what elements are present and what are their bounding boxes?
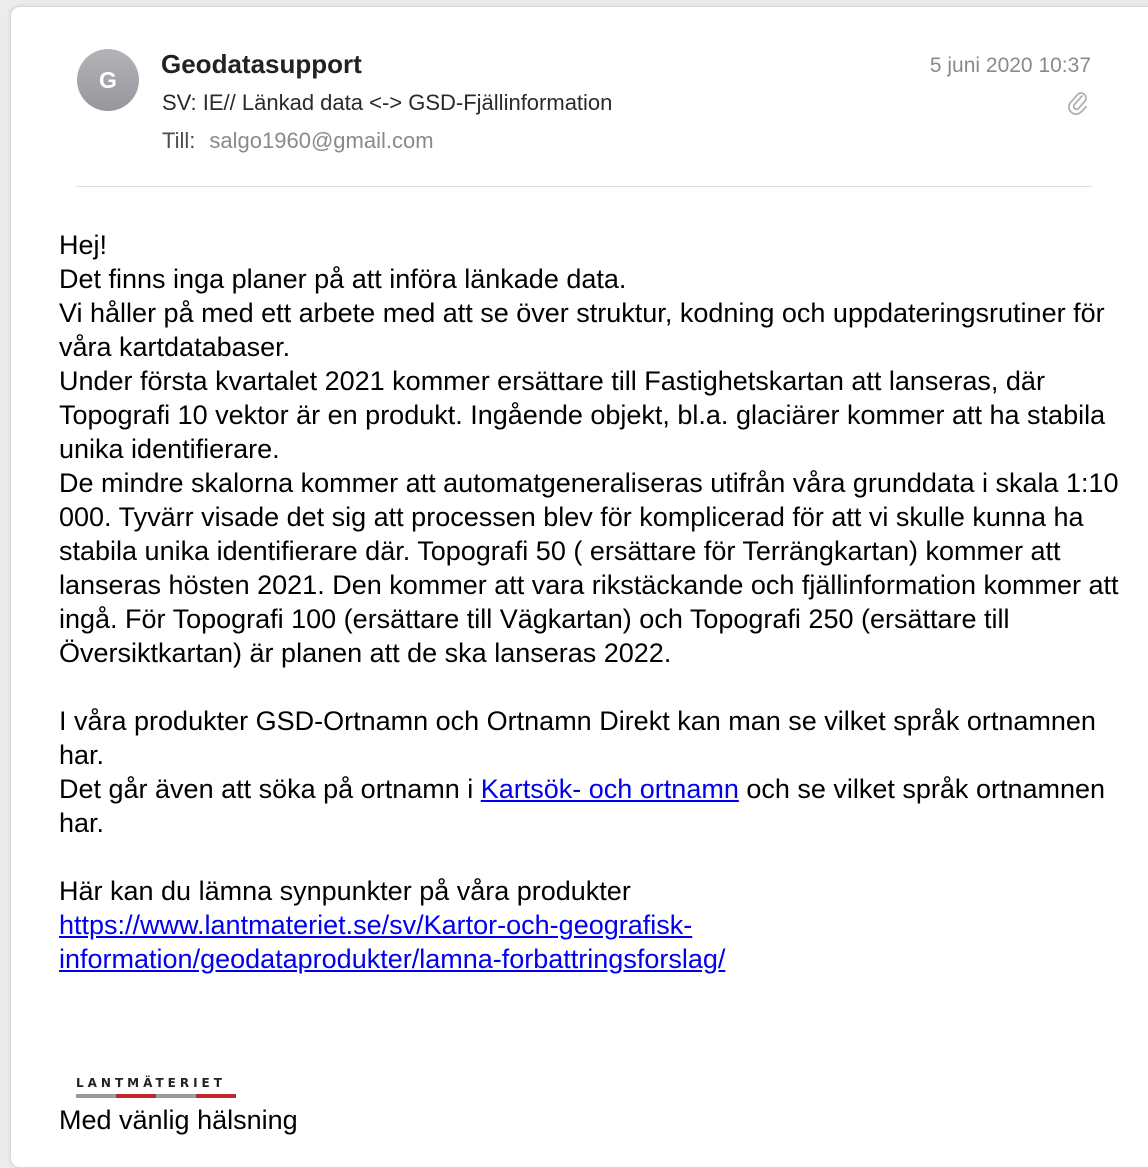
body-paragraph: I våra produkter GSD-Ortnamn och Ortnamn Direkt kan man se vilket språk ortnamnen har.	[59, 706, 1096, 770]
avatar-initial: G	[99, 66, 117, 93]
kartsok-link[interactable]: Kartsök- och ortnamn	[480, 774, 739, 804]
logo-text: LANTMÄTERIET	[76, 1076, 226, 1090]
email-date: 5 juni 2020 10:37	[929, 54, 1091, 77]
feedback-link-line2[interactable]: information/geodataprodukter/lamna-forbattringsforslag/	[59, 944, 726, 974]
body-paragraph: Vi håller på med ett arbete med att se över struktur, kodning och uppdateringsrutiner för våra kartdatabaser.	[59, 298, 1105, 362]
email-body	[59, 228, 1119, 976]
body-paragraph: Under första kvartalet 2021 kommer ersättare till Fastighetskartan att lanseras, där Topografi 10 vektor är en produkt. Ingående objekt, bl.a. glaciärer kommer att ha stabila unika identifierare.	[59, 366, 1106, 464]
body-paragraph: Det finns inga planer på att införa länkade data.	[59, 264, 627, 294]
body-greeting: Hej!	[59, 230, 108, 260]
recipient-label: Till:	[162, 128, 196, 153]
lantmateriet-logo	[76, 1076, 246, 1102]
recipient-row	[162, 128, 434, 154]
recipient-address[interactable]: salgo1960@gmail.com	[209, 128, 434, 153]
body-text: Det går även att söka på ortnamn i	[59, 774, 481, 804]
sender-name: Geodatasupport	[161, 49, 362, 79]
signoff: Med vänlig hälsning	[59, 1105, 298, 1135]
feedback-link-line1[interactable]: https://www.lantmateriet.se/sv/Kartor-och-geografisk-	[59, 910, 693, 940]
email-subject: SV: IE// Länkad data <-> GSD-Fjällinformation	[162, 90, 613, 115]
body-paragraph: Här kan du lämna synpunkter på våra produkter	[59, 876, 631, 906]
header-divider	[76, 186, 1092, 187]
sender-avatar	[77, 49, 139, 111]
body-paragraph: De mindre skalorna kommer att automatgeneraliseras utifrån våra grunddata i skala 1:10 000. Tyvärr visade det sig att processen blev för komplicerad för att vi skulle kunna ha stabila unika identifierare där. Topografi 50 ( ersättare för Terrängkartan) kommer att lanseras hösten 2021. Den kommer att vara rikstäckande och fjällinformation kommer att ingå. För Topografi 100 (ersättare till Vägkartan) och Topografi 250 (ersättare till Översiktkartan) är planen att de ska lanseras 2022.	[59, 468, 1119, 668]
paperclip-icon[interactable]	[1067, 91, 1089, 115]
body-paragraph-with-link	[59, 772, 1119, 840]
logo-bar	[76, 1094, 236, 1098]
feedback-url	[59, 908, 1119, 976]
body-text: och se vilket språk ortnamnen har.	[59, 774, 1106, 838]
